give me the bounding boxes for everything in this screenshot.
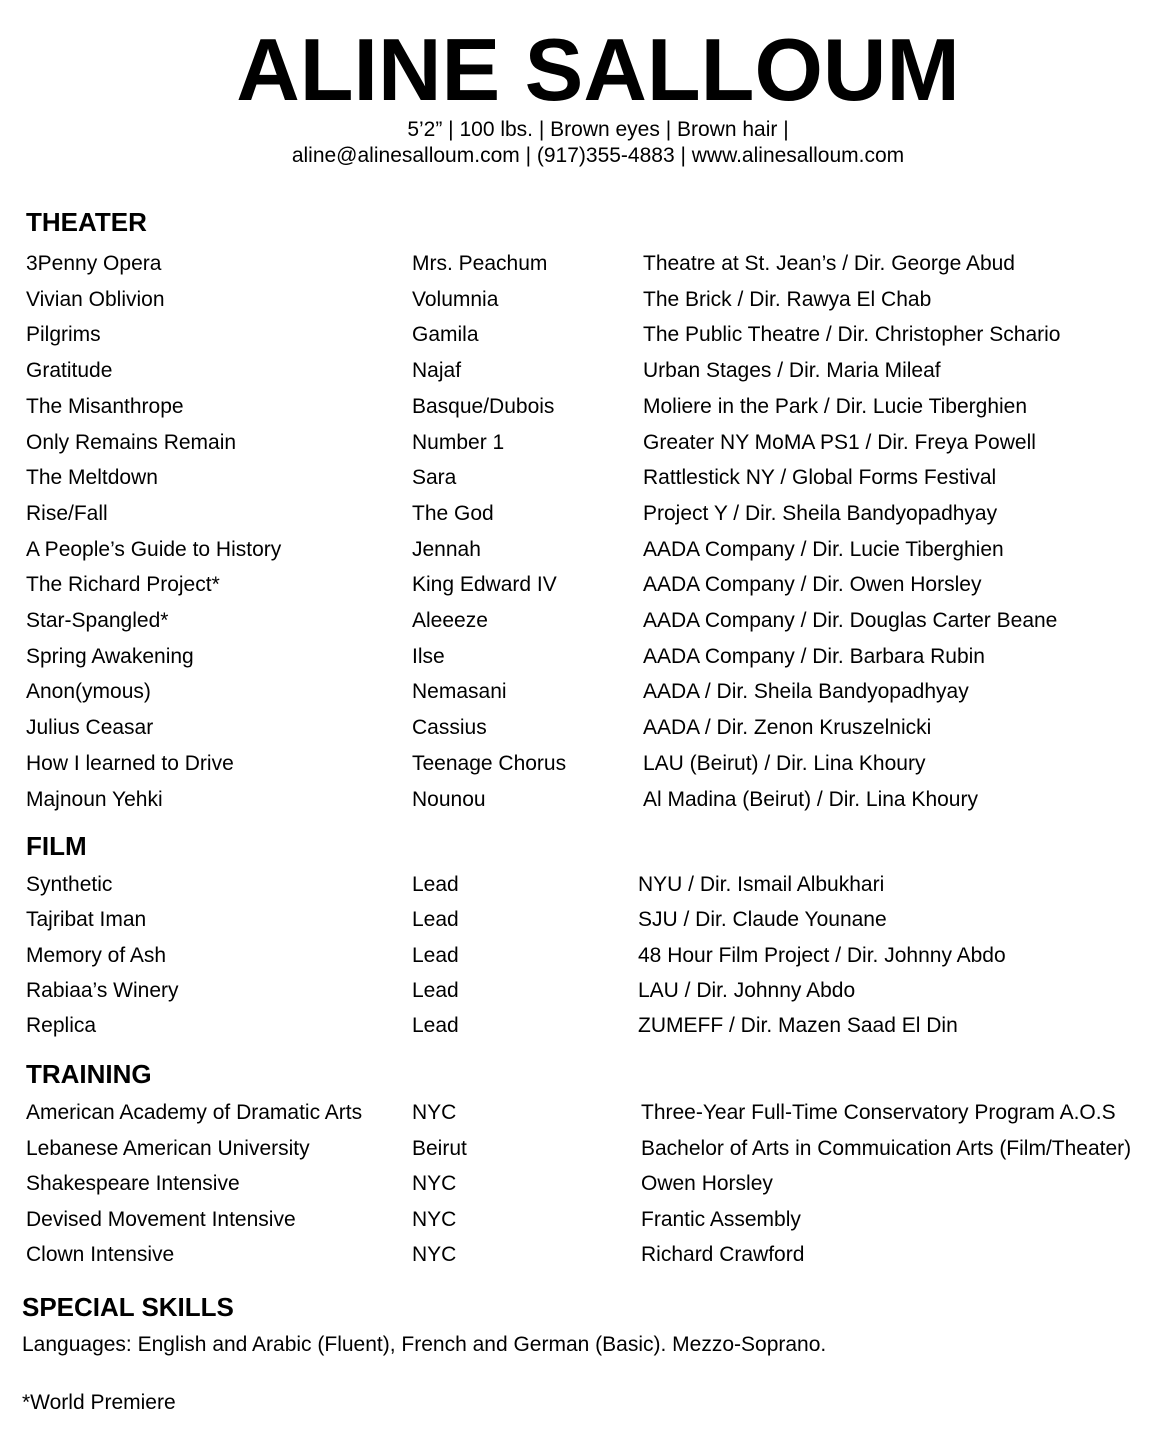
credit-title: Star-Spangled* xyxy=(26,609,169,632)
training-row xyxy=(0,1240,1176,1270)
theater-row xyxy=(0,356,1176,386)
credit-role: Lead xyxy=(412,1014,459,1038)
film-heading: FILM xyxy=(26,831,87,861)
credit-title: Synthetic xyxy=(26,873,113,896)
credit-title: Spring Awakening xyxy=(26,644,194,668)
credit-role: Aleeeze xyxy=(412,609,488,632)
film-row xyxy=(0,941,1176,971)
credit-title: Anon(ymous) xyxy=(26,680,151,704)
credit-venue: LAU / Dir. Johnny Abdo xyxy=(638,978,856,1002)
theater-row xyxy=(0,749,1176,779)
credit-title: Rabiaa’s Winery xyxy=(26,978,179,1002)
credit-title: The Misanthrope xyxy=(26,394,184,418)
credit-venue: AADA Company / Dir. Douglas Carter Beane xyxy=(643,609,1058,632)
credit-title: Only Remains Remain xyxy=(26,430,237,454)
theater-row xyxy=(0,677,1176,707)
credit-role: Ilse xyxy=(412,644,445,668)
credit-title: Lebanese American University xyxy=(26,1136,310,1160)
theater-row xyxy=(0,535,1176,565)
credit-role: Gamila xyxy=(412,323,479,347)
theater-row xyxy=(0,785,1176,815)
credit-venue: Richard Crawford xyxy=(641,1243,805,1266)
credit-role: Basque/Dubois xyxy=(412,394,555,418)
credit-role: Volumnia xyxy=(412,287,499,311)
credit-title: How I learned to Drive xyxy=(26,751,234,775)
world-premiere-note: *World Premiere xyxy=(22,1391,176,1414)
credit-title: 3Penny Opera xyxy=(26,252,162,275)
credit-venue: Moliere in the Park / Dir. Lucie Tiberghien xyxy=(643,394,1028,418)
film-row xyxy=(0,976,1176,1006)
credit-venue: Theatre at St. Jean’s / Dir. George Abud xyxy=(643,252,1015,275)
credit-title: The Richard Project* xyxy=(26,573,220,597)
credit-role: NYC xyxy=(412,1207,457,1231)
credit-venue: Al Madina (Beirut) / Dir. Lina Khoury xyxy=(643,787,978,811)
theater-row xyxy=(0,570,1176,600)
credit-venue: Greater NY MoMA PS1 / Dir. Freya Powell xyxy=(643,430,1036,454)
theater-row xyxy=(0,320,1176,350)
credit-venue: Three-Year Full-Time Conservatory Program A.O.S xyxy=(641,1101,1116,1124)
film-row xyxy=(0,905,1176,935)
credit-venue: Rattlestick NY / Global Forms Festival xyxy=(643,466,997,490)
credit-title: Julius Ceasar xyxy=(26,716,154,740)
credit-title: American Academy of Dramatic Arts xyxy=(26,1101,363,1124)
training-row xyxy=(0,1205,1176,1235)
theater-row xyxy=(0,285,1176,315)
credit-venue: AADA / Dir. Zenon Kruszelnicki xyxy=(643,716,932,740)
credit-role: Lead xyxy=(412,943,459,967)
credit-venue: Bachelor of Arts in Commuication Arts (Film/Theater) xyxy=(641,1136,1132,1160)
theater-row xyxy=(0,642,1176,672)
credit-role: Najaf xyxy=(412,359,462,383)
credit-role: NYC xyxy=(412,1172,457,1195)
credit-title: Memory of Ash xyxy=(26,943,167,967)
credit-venue: 48 Hour Film Project / Dir. Johnny Abdo xyxy=(638,943,1006,967)
credit-title: The Meltdown xyxy=(26,466,158,490)
credit-role: Cassius xyxy=(412,716,487,740)
theater-row xyxy=(0,713,1176,743)
contact-info: aline@alinesalloum.com | (917)355-4883 | www.alinesalloum.com xyxy=(291,144,905,167)
credit-title: Vivian Oblivion xyxy=(26,287,165,311)
credit-role: Number 1 xyxy=(412,430,505,454)
film-row xyxy=(0,1011,1176,1041)
theater-row xyxy=(0,463,1176,493)
skills-heading: SPECIAL SKILLS xyxy=(22,1292,234,1322)
credit-venue: SJU / Dir. Claude Younane xyxy=(638,908,887,932)
credit-venue: Urban Stages / Dir. Maria Mileaf xyxy=(643,359,941,383)
credit-venue: Frantic Assembly xyxy=(641,1207,801,1231)
credit-venue: AADA Company / Dir. Owen Horsley xyxy=(643,573,982,597)
training-row xyxy=(0,1098,1176,1128)
credit-role: Nounou xyxy=(412,787,486,811)
credit-role: Lead xyxy=(412,978,459,1002)
credit-title: A People’s Guide to History xyxy=(26,537,282,561)
credit-role: Lead xyxy=(412,908,459,932)
credit-title: Pilgrims xyxy=(26,323,101,347)
actor-name: ALINE SALLOUM xyxy=(236,20,960,119)
theater-row xyxy=(0,606,1176,636)
credit-venue: NYU / Dir. Ismail Albukhari xyxy=(638,873,885,896)
credit-role: Lead xyxy=(412,873,459,896)
credit-role: Beirut xyxy=(412,1136,467,1160)
credit-role: Sara xyxy=(412,466,457,490)
physical-stats: 5’2” | 100 lbs. | Brown eyes | Brown hair | xyxy=(407,118,789,141)
credit-role: Jennah xyxy=(412,537,481,561)
credit-title: Majnoun Yehki xyxy=(26,787,163,811)
credit-role: Nemasani xyxy=(412,680,507,704)
credit-venue: The Brick / Dir. Rawya El Chab xyxy=(643,287,932,311)
credit-venue: The Public Theatre / Dir. Christopher Schario xyxy=(643,323,1061,347)
credit-role: NYC xyxy=(412,1243,457,1266)
theater-row xyxy=(0,249,1176,279)
skills-text: Languages: English and Arabic (Fluent), French and German (Basic). Mezzo-Soprano. xyxy=(22,1333,827,1356)
credit-role: NYC xyxy=(412,1101,457,1124)
theater-row xyxy=(0,392,1176,422)
credit-title: Gratitude xyxy=(26,359,113,383)
theater-row xyxy=(0,499,1176,529)
credit-venue: Project Y / Dir. Sheila Bandyopadhyay xyxy=(643,501,998,525)
credit-venue: ZUMEFF / Dir. Mazen Saad El Din xyxy=(638,1014,958,1038)
credit-title: Shakespeare Intensive xyxy=(26,1172,240,1195)
training-row xyxy=(0,1169,1176,1199)
training-row xyxy=(0,1134,1176,1164)
credit-title: Clown Intensive xyxy=(26,1243,175,1266)
theater-row xyxy=(0,428,1176,458)
credit-title: Tajribat Iman xyxy=(26,908,147,932)
credit-title: Rise/Fall xyxy=(26,501,108,525)
credit-role: The God xyxy=(412,501,494,525)
training-heading: TRAINING xyxy=(26,1059,152,1089)
theater-heading: THEATER xyxy=(26,207,147,237)
film-row xyxy=(0,870,1176,900)
credit-venue: Owen Horsley xyxy=(641,1172,773,1195)
credit-role: Mrs. Peachum xyxy=(412,252,548,275)
credit-venue: AADA / Dir. Sheila Bandyopadhyay xyxy=(643,680,969,704)
credit-title: Devised Movement Intensive xyxy=(26,1207,296,1231)
credit-role: King Edward IV xyxy=(412,573,557,597)
credit-venue: AADA Company / Dir. Lucie Tiberghien xyxy=(643,537,1004,561)
credit-title: Replica xyxy=(26,1014,97,1038)
credit-venue: LAU (Beirut) / Dir. Lina Khoury xyxy=(643,751,926,775)
credit-venue: AADA Company / Dir. Barbara Rubin xyxy=(643,644,985,668)
credit-role: Teenage Chorus xyxy=(412,751,567,775)
